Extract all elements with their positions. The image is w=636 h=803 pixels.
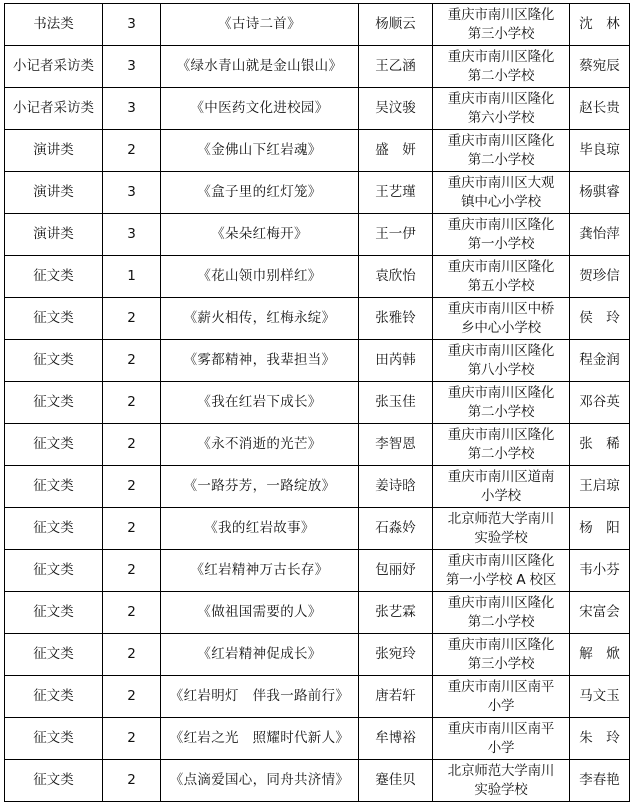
grade-cell: 2 <box>103 298 161 340</box>
school-line: 重庆市南川区隆化 <box>447 594 555 611</box>
school-cell <box>433 298 570 340</box>
school-cell <box>433 382 570 424</box>
school-line: 第一小学校 <box>467 235 535 252</box>
title-cell: 《我的红岩故事》 <box>161 508 359 550</box>
category-cell: 征文类 <box>5 592 103 634</box>
teacher-cell: 韦小芬 <box>570 550 630 592</box>
school-cell <box>433 88 570 130</box>
school-cell <box>433 592 570 634</box>
school-line: 重庆市南川区隆化 <box>447 132 555 149</box>
school-line: 实验学校 <box>474 529 528 546</box>
table-row <box>5 298 630 340</box>
grade-cell: 3 <box>103 4 161 46</box>
school-line: 镇中心小学校 <box>461 193 541 210</box>
grade-cell: 2 <box>103 592 161 634</box>
school-line: 实验学校 <box>474 781 528 798</box>
teacher-cell: 侯 玲 <box>570 298 630 340</box>
student-cell: 唐若轩 <box>359 676 433 718</box>
teacher-cell: 朱 玲 <box>570 718 630 760</box>
school-line: 重庆市南川区隆化 <box>447 48 555 65</box>
table-row <box>5 46 630 88</box>
school-line: 第二小学校 <box>467 403 535 420</box>
title-cell: 《金佛山下红岩魂》 <box>161 130 359 172</box>
grade-cell: 2 <box>103 676 161 718</box>
teacher-cell: 毕良琼 <box>570 130 630 172</box>
student-cell: 张玉佳 <box>359 382 433 424</box>
teacher-cell: 程金润 <box>570 340 630 382</box>
school-line: 第二小学校 <box>467 67 535 84</box>
category-cell: 征文类 <box>5 550 103 592</box>
category-cell: 征文类 <box>5 382 103 424</box>
school-cell <box>433 130 570 172</box>
title-cell: 《绿水青山就是金山银山》 <box>161 46 359 88</box>
school-cell <box>433 4 570 46</box>
title-cell: 《红岩精神万古长存》 <box>161 550 359 592</box>
title-cell: 《红岩精神促成长》 <box>161 634 359 676</box>
teacher-cell: 解 焮 <box>570 634 630 676</box>
title-cell: 《做祖国需要的人》 <box>161 592 359 634</box>
school-cell <box>433 550 570 592</box>
school-line: 第三小学校 <box>467 25 535 42</box>
title-cell: 《薪火相传，红梅永绽》 <box>161 298 359 340</box>
table-row <box>5 760 630 802</box>
school-line: 小学 <box>487 739 515 756</box>
table-row <box>5 256 630 298</box>
title-cell: 《花山领巾别样红》 <box>161 256 359 298</box>
school-line: 第二小学校 <box>467 445 535 462</box>
school-line: 第五小学校 <box>467 277 535 294</box>
teacher-cell: 李春艳 <box>570 760 630 802</box>
school-line: 第二小学校 <box>467 613 535 630</box>
table-row <box>5 214 630 256</box>
student-cell: 吴汶骏 <box>359 88 433 130</box>
school-line: 重庆市南川区中桥 <box>447 300 555 317</box>
school-line: 重庆市南川区隆化 <box>447 342 555 359</box>
table-row <box>5 550 630 592</box>
school-line: 小学校 <box>481 487 521 504</box>
teacher-cell: 马文玉 <box>570 676 630 718</box>
school-line: 第三小学校 <box>467 655 535 672</box>
student-cell: 王乙涵 <box>359 46 433 88</box>
category-cell: 演讲类 <box>5 172 103 214</box>
category-cell: 小记者采访类 <box>5 46 103 88</box>
grade-cell: 2 <box>103 130 161 172</box>
table-row <box>5 634 630 676</box>
student-cell: 杨顺云 <box>359 4 433 46</box>
table-row <box>5 340 630 382</box>
table-row <box>5 172 630 214</box>
category-cell: 小记者采访类 <box>5 88 103 130</box>
grade-cell: 3 <box>103 172 161 214</box>
student-cell: 张艺霖 <box>359 592 433 634</box>
table-row <box>5 130 630 172</box>
student-cell: 姜诗晗 <box>359 466 433 508</box>
title-cell: 《一路芬芳，一路绽放》 <box>161 466 359 508</box>
title-cell: 《点滴爱国心，同舟共济情》 <box>161 760 359 802</box>
title-cell: 《中医药文化进校园》 <box>161 88 359 130</box>
grade-cell: 1 <box>103 256 161 298</box>
grade-cell: 2 <box>103 424 161 466</box>
table-row <box>5 88 630 130</box>
school-line: 北京师范大学南川 <box>447 762 555 779</box>
school-line: 重庆市南川区隆化 <box>447 6 555 23</box>
school-cell <box>433 424 570 466</box>
school-cell <box>433 340 570 382</box>
student-cell: 张雅铃 <box>359 298 433 340</box>
teacher-cell: 王启琼 <box>570 466 630 508</box>
title-cell: 《红岩之光 照耀时代新人》 <box>161 718 359 760</box>
category-cell: 征文类 <box>5 256 103 298</box>
category-cell: 征文类 <box>5 508 103 550</box>
school-line: 第一小学校 A 校区 <box>445 571 557 588</box>
grade-cell: 2 <box>103 634 161 676</box>
grade-cell: 2 <box>103 382 161 424</box>
teacher-cell: 龚怡萍 <box>570 214 630 256</box>
school-line: 第二小学校 <box>467 151 535 168</box>
school-cell <box>433 214 570 256</box>
school-line: 小学 <box>487 697 515 714</box>
student-cell: 王艺瑾 <box>359 172 433 214</box>
school-line: 重庆市南川区隆化 <box>447 258 555 275</box>
school-cell <box>433 676 570 718</box>
school-line: 重庆市南川区隆化 <box>447 384 555 401</box>
category-cell: 征文类 <box>5 760 103 802</box>
title-cell: 《盒子里的红灯笼》 <box>161 172 359 214</box>
teacher-cell: 沈 林 <box>570 4 630 46</box>
title-cell: 《古诗二首》 <box>161 4 359 46</box>
grade-cell: 3 <box>103 88 161 130</box>
school-cell <box>433 46 570 88</box>
student-cell: 袁欣怡 <box>359 256 433 298</box>
grade-cell: 2 <box>103 760 161 802</box>
school-cell <box>433 634 570 676</box>
student-cell: 盛 妍 <box>359 130 433 172</box>
table-row <box>5 424 630 466</box>
student-cell: 王一伊 <box>359 214 433 256</box>
school-line: 重庆市南川区隆化 <box>447 552 555 569</box>
school-line: 重庆市南川区大观 <box>447 174 555 191</box>
title-cell: 《雾都精神，我辈担当》 <box>161 340 359 382</box>
grade-cell: 2 <box>103 508 161 550</box>
student-cell: 田芮韩 <box>359 340 433 382</box>
category-cell: 征文类 <box>5 424 103 466</box>
grade-cell: 2 <box>103 550 161 592</box>
category-cell: 征文类 <box>5 466 103 508</box>
teacher-cell: 宋富会 <box>570 592 630 634</box>
school-cell <box>433 718 570 760</box>
school-line: 第八小学校 <box>467 361 535 378</box>
school-cell <box>433 760 570 802</box>
teacher-cell: 邓谷英 <box>570 382 630 424</box>
grade-cell: 2 <box>103 340 161 382</box>
awards-table <box>4 3 630 802</box>
table-row <box>5 676 630 718</box>
school-line: 重庆市南川区道南 <box>447 468 555 485</box>
title-cell: 《我在红岩下成长》 <box>161 382 359 424</box>
school-cell <box>433 172 570 214</box>
category-cell: 演讲类 <box>5 214 103 256</box>
teacher-cell: 杨骐睿 <box>570 172 630 214</box>
teacher-cell: 杨 阳 <box>570 508 630 550</box>
student-cell: 蹇佳贝 <box>359 760 433 802</box>
category-cell: 征文类 <box>5 298 103 340</box>
table-row <box>5 592 630 634</box>
student-cell: 包丽妤 <box>359 550 433 592</box>
grade-cell: 3 <box>103 46 161 88</box>
grade-cell: 3 <box>103 214 161 256</box>
title-cell: 《永不消逝的光芒》 <box>161 424 359 466</box>
school-line: 重庆市南川区南平 <box>447 720 555 737</box>
grade-cell: 2 <box>103 718 161 760</box>
category-cell: 征文类 <box>5 340 103 382</box>
title-cell: 《红岩明灯 伴我一路前行》 <box>161 676 359 718</box>
table-row <box>5 466 630 508</box>
school-line: 北京师范大学南川 <box>447 510 555 527</box>
table-row <box>5 382 630 424</box>
school-line: 重庆市南川区南平 <box>447 678 555 695</box>
teacher-cell: 蔡宛辰 <box>570 46 630 88</box>
table-row <box>5 4 630 46</box>
teacher-cell: 张 稀 <box>570 424 630 466</box>
student-cell: 石淼妗 <box>359 508 433 550</box>
category-cell: 征文类 <box>5 676 103 718</box>
table-row <box>5 508 630 550</box>
school-cell <box>433 508 570 550</box>
table-row <box>5 718 630 760</box>
teacher-cell: 贺珍信 <box>570 256 630 298</box>
category-cell: 书法类 <box>5 4 103 46</box>
category-cell: 演讲类 <box>5 130 103 172</box>
school-cell <box>433 466 570 508</box>
school-line: 乡中心小学校 <box>461 319 541 336</box>
student-cell: 张宛玲 <box>359 634 433 676</box>
school-cell <box>433 256 570 298</box>
title-cell: 《朵朵红梅开》 <box>161 214 359 256</box>
school-line: 第六小学校 <box>467 109 535 126</box>
school-line: 重庆市南川区隆化 <box>447 426 555 443</box>
grade-cell: 2 <box>103 466 161 508</box>
school-line: 重庆市南川区隆化 <box>447 636 555 653</box>
teacher-cell: 赵长贵 <box>570 88 630 130</box>
category-cell: 征文类 <box>5 634 103 676</box>
student-cell: 李智恩 <box>359 424 433 466</box>
category-cell: 征文类 <box>5 718 103 760</box>
student-cell: 牟博裕 <box>359 718 433 760</box>
table-body <box>5 4 630 802</box>
school-line: 重庆市南川区隆化 <box>447 90 555 107</box>
school-line: 重庆市南川区隆化 <box>447 216 555 233</box>
